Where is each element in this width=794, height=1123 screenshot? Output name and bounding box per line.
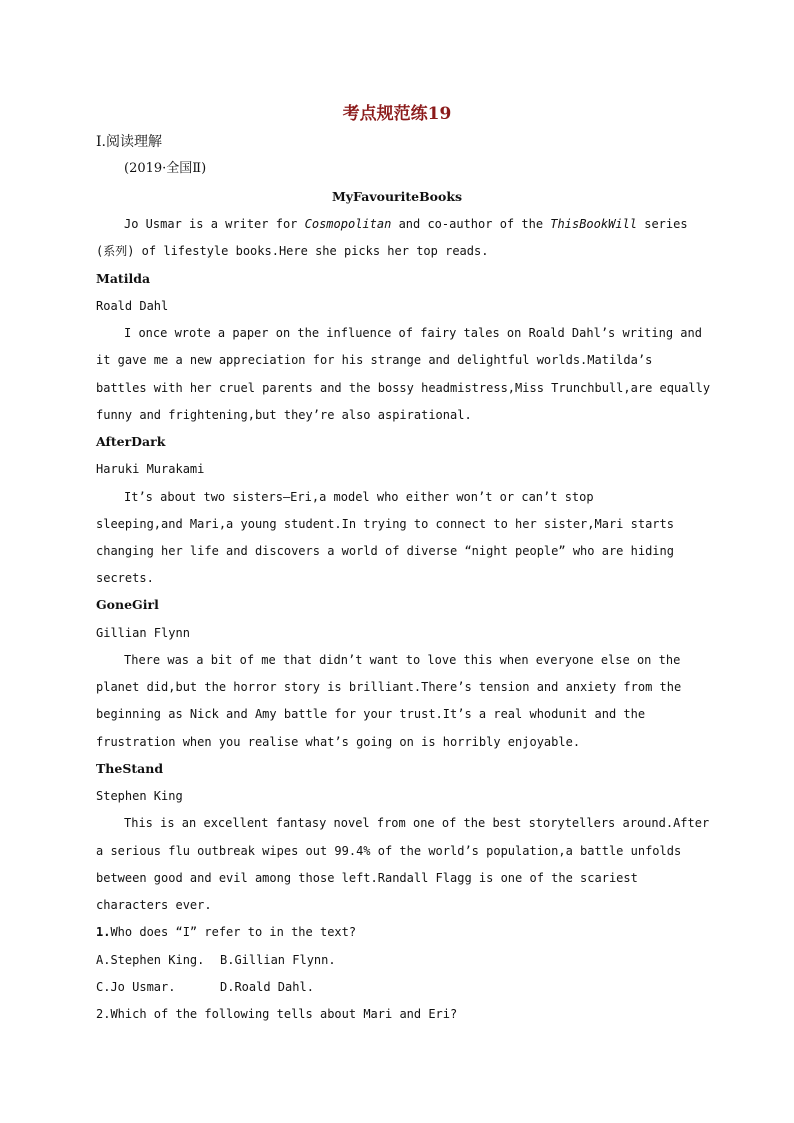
book-text-line: sleeping,and Mari,a young student.In trying to connect to her sister,Mari starts (96, 517, 674, 531)
option-b: B.Gillian Flynn. (220, 953, 336, 967)
book-author: Gillian Flynn (96, 626, 190, 640)
book-title: Matilda (96, 271, 151, 286)
book-text-line: a serious flu outbreak wipes out 99.4% of the world’s population,a battle unfolds (96, 844, 682, 858)
book-title: TheStand (96, 761, 164, 776)
book-text-line: beginning as Nick and Amy battle for your trust.It’s a real whodunit and the (96, 707, 646, 721)
question-2 (96, 1006, 457, 1022)
book-text-line: between good and evil among those left.Randall Flagg is one of the scariest (96, 871, 638, 885)
book-author: Roald Dahl (96, 299, 169, 313)
book-author: Haruki Murakami (96, 462, 205, 476)
question-number: 2. (96, 1007, 111, 1021)
passage-title: MyFavouriteBooks (331, 189, 463, 204)
book-text-line: It’s about two sisters—Eri,a model who either won’t or can’t stop (124, 490, 594, 504)
question-number: 1. (96, 925, 111, 939)
book-text-line: There was a bit of me that didn’t want to love this when everyone else on the (124, 653, 681, 667)
book-text-line: secrets. (96, 571, 154, 585)
book-text-line: planet did,but the horror story is brilliant.There’s tension and anxiety from the (96, 680, 682, 694)
book-text-line: characters ever. (96, 898, 212, 912)
book-text-line: This is an excellent fantasy novel from one of the best storytellers around.After (124, 816, 710, 830)
intro-line-1: Jo Usmar is a writer for Cosmopolitan and co-author of the ThisBookWill series (124, 217, 688, 231)
page-title: 考点规范练19 (342, 104, 452, 124)
question-text: Which of the following tells about Mari and Eri? (110, 1007, 458, 1021)
book-author: Stephen King (96, 789, 183, 803)
book-text-line: frustration when you realise what’s going on is horribly enjoyable. (96, 735, 581, 749)
book-title: GoneGirl (96, 597, 159, 612)
option-c: C.Jo Usmar. (96, 980, 176, 994)
book-title: AfterDark (96, 434, 166, 449)
book-text-line: funny and frightening,but they’re also aspirational. (96, 408, 472, 422)
book-text-line: changing her life and discovers a world of diverse “night people” who are hiding (96, 544, 674, 558)
book-text-line: I once wrote a paper on the influence of fairy tales on Roald Dahl’s writing and (124, 326, 702, 340)
source-note: (2019·全国Ⅱ) (124, 161, 207, 176)
question-text: Who does “I” refer to in the text? (110, 925, 357, 939)
option-a: A.Stephen King. (96, 953, 205, 967)
question-1 (96, 924, 356, 940)
book-text-line: it gave me a new appreciation for his strange and delightful worlds.Matilda’s (96, 353, 653, 367)
intro-line-2: (系列) of lifestyle books.Here she picks her top reads. (96, 244, 489, 258)
section-heading: Ⅰ.阅读理解 (96, 134, 162, 150)
option-d: D.Roald Dahl. (220, 980, 314, 994)
book-text-line: battles with her cruel parents and the bossy headmistress,Miss Trunchbull,are equally (96, 381, 711, 395)
